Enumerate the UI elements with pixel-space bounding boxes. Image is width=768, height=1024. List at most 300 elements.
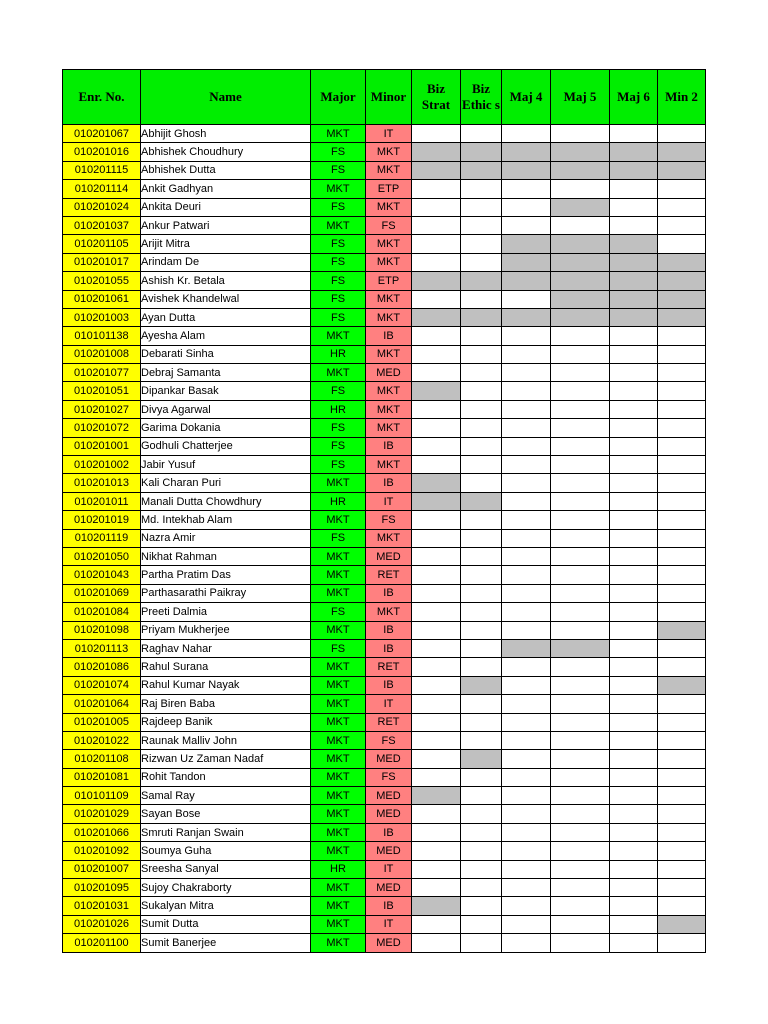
maj-5-cell-shaded	[551, 198, 610, 216]
maj-4-cell	[502, 345, 551, 363]
biz-strat-cell	[412, 437, 461, 455]
biz-ethics-cell	[461, 713, 502, 731]
minor-cell: MED	[366, 879, 412, 897]
biz-strat-cell	[412, 198, 461, 216]
table-row	[63, 161, 706, 179]
min-2-cell	[658, 713, 706, 731]
maj-4-cell-shaded	[502, 235, 551, 253]
biz-ethics-cell	[461, 474, 502, 492]
maj-6-cell	[610, 915, 658, 933]
maj-6-cell	[610, 327, 658, 345]
table-row	[63, 253, 706, 271]
minor-cell: MED	[366, 842, 412, 860]
header-min-2: Min 2	[658, 70, 706, 125]
major-cell: MKT	[311, 474, 366, 492]
maj-4-cell	[502, 216, 551, 234]
maj-5-cell	[551, 731, 610, 749]
student-name-cell: Sukalyan Mitra	[141, 897, 311, 915]
student-name-cell: Avishek Khandelwal	[141, 290, 311, 308]
maj-4-cell	[502, 897, 551, 915]
maj-6-cell	[610, 695, 658, 713]
minor-cell: IB	[366, 584, 412, 602]
biz-ethics-cell	[461, 327, 502, 345]
student-name-cell: Ayan Dutta	[141, 308, 311, 326]
minor-cell: IT	[366, 125, 412, 143]
minor-cell: MKT	[366, 308, 412, 326]
student-name-cell: Parthasarathi Paikray	[141, 584, 311, 602]
table-row	[63, 216, 706, 234]
major-cell: MKT	[311, 658, 366, 676]
table-row	[63, 713, 706, 731]
biz-strat-cell	[412, 327, 461, 345]
maj-6-cell	[610, 547, 658, 565]
biz-strat-cell	[412, 216, 461, 234]
table-row	[63, 603, 706, 621]
maj-4-cell	[502, 787, 551, 805]
table-row	[63, 456, 706, 474]
major-cell: MKT	[311, 566, 366, 584]
header-maj-5: Maj 5	[551, 70, 610, 125]
min-2-cell	[658, 897, 706, 915]
enrollment-number-cell: 010201003	[63, 308, 141, 326]
student-name-cell: Sumit Dutta	[141, 915, 311, 933]
maj-6-cell	[610, 400, 658, 418]
table-row	[63, 695, 706, 713]
maj-5-cell	[551, 860, 610, 878]
maj-6-cell	[610, 823, 658, 841]
biz-ethics-cell	[461, 621, 502, 639]
student-name-cell: Preeti Dalmia	[141, 603, 311, 621]
biz-strat-cell	[412, 456, 461, 474]
maj-5-cell	[551, 823, 610, 841]
maj-6-cell-shaded	[610, 161, 658, 179]
maj-4-cell	[502, 364, 551, 382]
biz-strat-cell	[412, 511, 461, 529]
maj-5-cell	[551, 695, 610, 713]
biz-strat-cell	[412, 364, 461, 382]
biz-ethics-cell	[461, 419, 502, 437]
biz-ethics-cell	[461, 290, 502, 308]
minor-cell: MKT	[366, 603, 412, 621]
min-2-cell	[658, 511, 706, 529]
student-name-cell: Arindam De	[141, 253, 311, 271]
biz-ethics-cell	[461, 897, 502, 915]
major-cell: MKT	[311, 823, 366, 841]
biz-strat-cell-shaded	[412, 897, 461, 915]
major-cell: FS	[311, 198, 366, 216]
min-2-cell	[658, 456, 706, 474]
table-row	[63, 676, 706, 694]
min-2-cell	[658, 474, 706, 492]
header-major: Major	[311, 70, 366, 125]
enrollment-number-cell: 010201007	[63, 860, 141, 878]
minor-cell: MKT	[366, 382, 412, 400]
biz-strat-cell	[412, 676, 461, 694]
table-row	[63, 143, 706, 161]
student-name-cell: Ankita Deuri	[141, 198, 311, 216]
min-2-cell	[658, 879, 706, 897]
biz-ethics-cell	[461, 695, 502, 713]
maj-6-cell-shaded	[610, 235, 658, 253]
biz-strat-cell-shaded	[412, 143, 461, 161]
header-biz-strat: Biz Strat	[412, 70, 461, 125]
major-cell: FS	[311, 308, 366, 326]
table-row	[63, 879, 706, 897]
biz-ethics-cell	[461, 235, 502, 253]
biz-strat-cell	[412, 621, 461, 639]
minor-cell: IB	[366, 823, 412, 841]
enrollment-number-cell: 010201029	[63, 805, 141, 823]
min-2-cell	[658, 327, 706, 345]
min-2-cell	[658, 805, 706, 823]
header-enr-no: Enr. No.	[63, 70, 141, 125]
biz-ethics-cell	[461, 823, 502, 841]
maj-4-cell	[502, 419, 551, 437]
student-name-cell: Kali Charan Puri	[141, 474, 311, 492]
minor-cell: MED	[366, 547, 412, 565]
maj-6-cell	[610, 216, 658, 234]
table-row	[63, 180, 706, 198]
enrollment-number-cell: 010201098	[63, 621, 141, 639]
min-2-cell	[658, 823, 706, 841]
student-name-cell: Jabir Yusuf	[141, 456, 311, 474]
maj-4-cell	[502, 474, 551, 492]
maj-5-cell	[551, 437, 610, 455]
enrollment-number-cell: 010201119	[63, 529, 141, 547]
biz-ethics-cell	[461, 787, 502, 805]
table-row	[63, 419, 706, 437]
enrollment-number-cell: 010201005	[63, 713, 141, 731]
min-2-cell	[658, 529, 706, 547]
table-row	[63, 823, 706, 841]
maj-5-cell	[551, 787, 610, 805]
table-row	[63, 345, 706, 363]
maj-6-cell	[610, 658, 658, 676]
enrollment-number-cell: 010201077	[63, 364, 141, 382]
min-2-cell	[658, 216, 706, 234]
table-row	[63, 860, 706, 878]
table-row	[63, 474, 706, 492]
student-name-cell: Sujoy Chakraborty	[141, 879, 311, 897]
enrollment-number-cell: 010201001	[63, 437, 141, 455]
table-row	[63, 437, 706, 455]
minor-cell: FS	[366, 731, 412, 749]
student-name-cell: Ankit Gadhyan	[141, 180, 311, 198]
maj-4-cell	[502, 658, 551, 676]
minor-cell: ETP	[366, 272, 412, 290]
min-2-cell	[658, 364, 706, 382]
biz-ethics-cell	[461, 198, 502, 216]
biz-ethics-cell	[461, 639, 502, 657]
minor-cell: MED	[366, 934, 412, 952]
student-name-cell: Manali Dutta Chowdhury	[141, 492, 311, 510]
enrollment-number-cell: 010201114	[63, 180, 141, 198]
major-cell: MKT	[311, 879, 366, 897]
student-name-cell: Soumya Guha	[141, 842, 311, 860]
biz-strat-cell	[412, 345, 461, 363]
maj-5-cell-shaded	[551, 253, 610, 271]
enrollment-number-cell: 010201017	[63, 253, 141, 271]
enrollment-number-cell: 010201031	[63, 897, 141, 915]
maj-4-cell	[502, 511, 551, 529]
maj-6-cell	[610, 621, 658, 639]
maj-4-cell	[502, 198, 551, 216]
maj-5-cell	[551, 511, 610, 529]
maj-5-cell	[551, 382, 610, 400]
maj-4-cell	[502, 290, 551, 308]
major-cell: MKT	[311, 897, 366, 915]
maj-6-cell	[610, 731, 658, 749]
biz-strat-cell	[412, 529, 461, 547]
maj-4-cell	[502, 750, 551, 768]
biz-strat-cell-shaded	[412, 382, 461, 400]
header-row	[63, 70, 706, 125]
table-row	[63, 842, 706, 860]
enrollment-number-cell: 010201074	[63, 676, 141, 694]
maj-4-cell	[502, 731, 551, 749]
biz-strat-cell	[412, 823, 461, 841]
header-minor: Minor	[366, 70, 412, 125]
minor-cell: IT	[366, 860, 412, 878]
major-cell: FS	[311, 456, 366, 474]
min-2-cell	[658, 750, 706, 768]
min-2-cell	[658, 382, 706, 400]
header-name: Name	[141, 70, 311, 125]
maj-5-cell	[551, 474, 610, 492]
maj-4-cell	[502, 180, 551, 198]
student-name-cell: Sayan Bose	[141, 805, 311, 823]
table-row	[63, 897, 706, 915]
minor-cell: MKT	[366, 161, 412, 179]
minor-cell: MKT	[366, 253, 412, 271]
major-cell: MKT	[311, 327, 366, 345]
table-row	[63, 731, 706, 749]
minor-cell: IB	[366, 437, 412, 455]
student-name-cell: Md. Intekhab Alam	[141, 511, 311, 529]
biz-ethics-cell	[461, 437, 502, 455]
table-row	[63, 198, 706, 216]
student-name-cell: Raj Biren Baba	[141, 695, 311, 713]
maj-6-cell	[610, 511, 658, 529]
maj-5-cell	[551, 180, 610, 198]
enrollment-number-cell: 010201069	[63, 584, 141, 602]
biz-ethics-cell	[461, 529, 502, 547]
major-cell: MKT	[311, 768, 366, 786]
table-row	[63, 768, 706, 786]
maj-4-cell	[502, 492, 551, 510]
major-cell: MKT	[311, 364, 366, 382]
maj-6-cell	[610, 603, 658, 621]
maj-4-cell	[502, 566, 551, 584]
student-name-cell: Rizwan Uz Zaman Nadaf	[141, 750, 311, 768]
enrollment-number-cell: 010201002	[63, 456, 141, 474]
major-cell: FS	[311, 235, 366, 253]
enrollment-number-cell: 010201072	[63, 419, 141, 437]
biz-strat-cell-shaded	[412, 787, 461, 805]
maj-5-cell	[551, 603, 610, 621]
maj-4-cell-shaded	[502, 308, 551, 326]
major-cell: HR	[311, 345, 366, 363]
enrollment-number-cell: 010201086	[63, 658, 141, 676]
min-2-cell-shaded	[658, 143, 706, 161]
maj-4-cell	[502, 915, 551, 933]
biz-ethics-cell	[461, 382, 502, 400]
biz-ethics-cell	[461, 768, 502, 786]
biz-ethics-cell	[461, 731, 502, 749]
maj-4-cell	[502, 695, 551, 713]
table-row	[63, 511, 706, 529]
maj-4-cell	[502, 676, 551, 694]
enrollment-number-cell: 010201022	[63, 731, 141, 749]
header-biz-ethics: Biz Ethic s	[461, 70, 502, 125]
min-2-cell	[658, 492, 706, 510]
enrollment-number-cell: 010201011	[63, 492, 141, 510]
biz-strat-cell	[412, 253, 461, 271]
biz-strat-cell	[412, 639, 461, 657]
table-row	[63, 658, 706, 676]
maj-4-cell	[502, 529, 551, 547]
biz-ethics-cell	[461, 456, 502, 474]
student-name-cell: Nikhat Rahman	[141, 547, 311, 565]
major-cell: MKT	[311, 842, 366, 860]
min-2-cell	[658, 934, 706, 952]
table-row	[63, 308, 706, 326]
maj-5-cell	[551, 842, 610, 860]
maj-4-cell	[502, 842, 551, 860]
maj-6-cell	[610, 879, 658, 897]
min-2-cell	[658, 731, 706, 749]
maj-6-cell	[610, 529, 658, 547]
major-cell: FS	[311, 382, 366, 400]
enrollment-number-cell: 010201105	[63, 235, 141, 253]
min-2-cell	[658, 639, 706, 657]
enrollment-number-cell: 010101138	[63, 327, 141, 345]
maj-5-cell	[551, 566, 610, 584]
min-2-cell	[658, 198, 706, 216]
maj-6-cell	[610, 566, 658, 584]
minor-cell: MKT	[366, 235, 412, 253]
minor-cell: RET	[366, 658, 412, 676]
biz-ethics-cell-shaded	[461, 676, 502, 694]
maj-6-cell	[610, 125, 658, 143]
table-row	[63, 934, 706, 952]
student-name-cell: Ashish Kr. Betala	[141, 272, 311, 290]
minor-cell: MKT	[366, 456, 412, 474]
maj-5-cell-shaded	[551, 290, 610, 308]
table-row	[63, 621, 706, 639]
maj-4-cell	[502, 584, 551, 602]
maj-5-cell	[551, 584, 610, 602]
maj-5-cell	[551, 768, 610, 786]
maj-6-cell	[610, 456, 658, 474]
minor-cell: MKT	[366, 143, 412, 161]
maj-5-cell-shaded	[551, 143, 610, 161]
biz-ethics-cell	[461, 400, 502, 418]
minor-cell: IB	[366, 621, 412, 639]
enrollment-number-cell: 010201061	[63, 290, 141, 308]
maj-5-cell-shaded	[551, 235, 610, 253]
major-cell: MKT	[311, 915, 366, 933]
biz-strat-cell	[412, 768, 461, 786]
maj-4-cell	[502, 456, 551, 474]
biz-strat-cell	[412, 842, 461, 860]
min-2-cell-shaded	[658, 308, 706, 326]
major-cell: MKT	[311, 750, 366, 768]
maj-6-cell	[610, 584, 658, 602]
biz-ethics-cell-shaded	[461, 143, 502, 161]
maj-5-cell-shaded	[551, 161, 610, 179]
enrollment-number-cell: 010201095	[63, 879, 141, 897]
minor-cell: IB	[366, 474, 412, 492]
major-cell: MKT	[311, 621, 366, 639]
min-2-cell-shaded	[658, 621, 706, 639]
biz-ethics-cell-shaded	[461, 750, 502, 768]
maj-6-cell	[610, 492, 658, 510]
student-name-cell: Priyam Mukherjee	[141, 621, 311, 639]
minor-cell: FS	[366, 511, 412, 529]
major-cell: MKT	[311, 805, 366, 823]
minor-cell: IT	[366, 492, 412, 510]
student-name-cell: Nazra Amir	[141, 529, 311, 547]
minor-cell: IB	[366, 676, 412, 694]
student-name-cell: Abhijit Ghosh	[141, 125, 311, 143]
enrollment-number-cell: 010201113	[63, 639, 141, 657]
biz-ethics-cell	[461, 125, 502, 143]
biz-strat-cell-shaded	[412, 272, 461, 290]
biz-ethics-cell-shaded	[461, 308, 502, 326]
biz-strat-cell	[412, 400, 461, 418]
maj-6-cell	[610, 787, 658, 805]
minor-cell: MKT	[366, 400, 412, 418]
biz-strat-cell	[412, 419, 461, 437]
maj-4-cell	[502, 805, 551, 823]
major-cell: MKT	[311, 934, 366, 952]
min-2-cell	[658, 842, 706, 860]
maj-6-cell	[610, 364, 658, 382]
major-cell: HR	[311, 860, 366, 878]
maj-4-cell	[502, 400, 551, 418]
maj-4-cell-shaded	[502, 143, 551, 161]
biz-ethics-cell-shaded	[461, 161, 502, 179]
student-name-cell: Smruti Ranjan Swain	[141, 823, 311, 841]
maj-6-cell	[610, 897, 658, 915]
minor-cell: IB	[366, 327, 412, 345]
minor-cell: RET	[366, 713, 412, 731]
enrollment-number-cell: 010201081	[63, 768, 141, 786]
min-2-cell-shaded	[658, 676, 706, 694]
biz-strat-cell	[412, 584, 461, 602]
maj-6-cell	[610, 198, 658, 216]
min-2-cell-shaded	[658, 290, 706, 308]
minor-cell: MKT	[366, 419, 412, 437]
minor-cell: IT	[366, 695, 412, 713]
table-row	[63, 272, 706, 290]
minor-cell: MED	[366, 787, 412, 805]
maj-5-cell-shaded	[551, 272, 610, 290]
major-cell: FS	[311, 437, 366, 455]
biz-ethics-cell	[461, 345, 502, 363]
major-cell: MKT	[311, 713, 366, 731]
student-name-cell: Sumit Banerjee	[141, 934, 311, 952]
minor-cell: IT	[366, 915, 412, 933]
biz-ethics-cell	[461, 879, 502, 897]
min-2-cell	[658, 860, 706, 878]
maj-4-cell	[502, 382, 551, 400]
maj-5-cell	[551, 456, 610, 474]
enrollment-number-cell: 010201024	[63, 198, 141, 216]
biz-ethics-cell	[461, 805, 502, 823]
major-cell: HR	[311, 492, 366, 510]
